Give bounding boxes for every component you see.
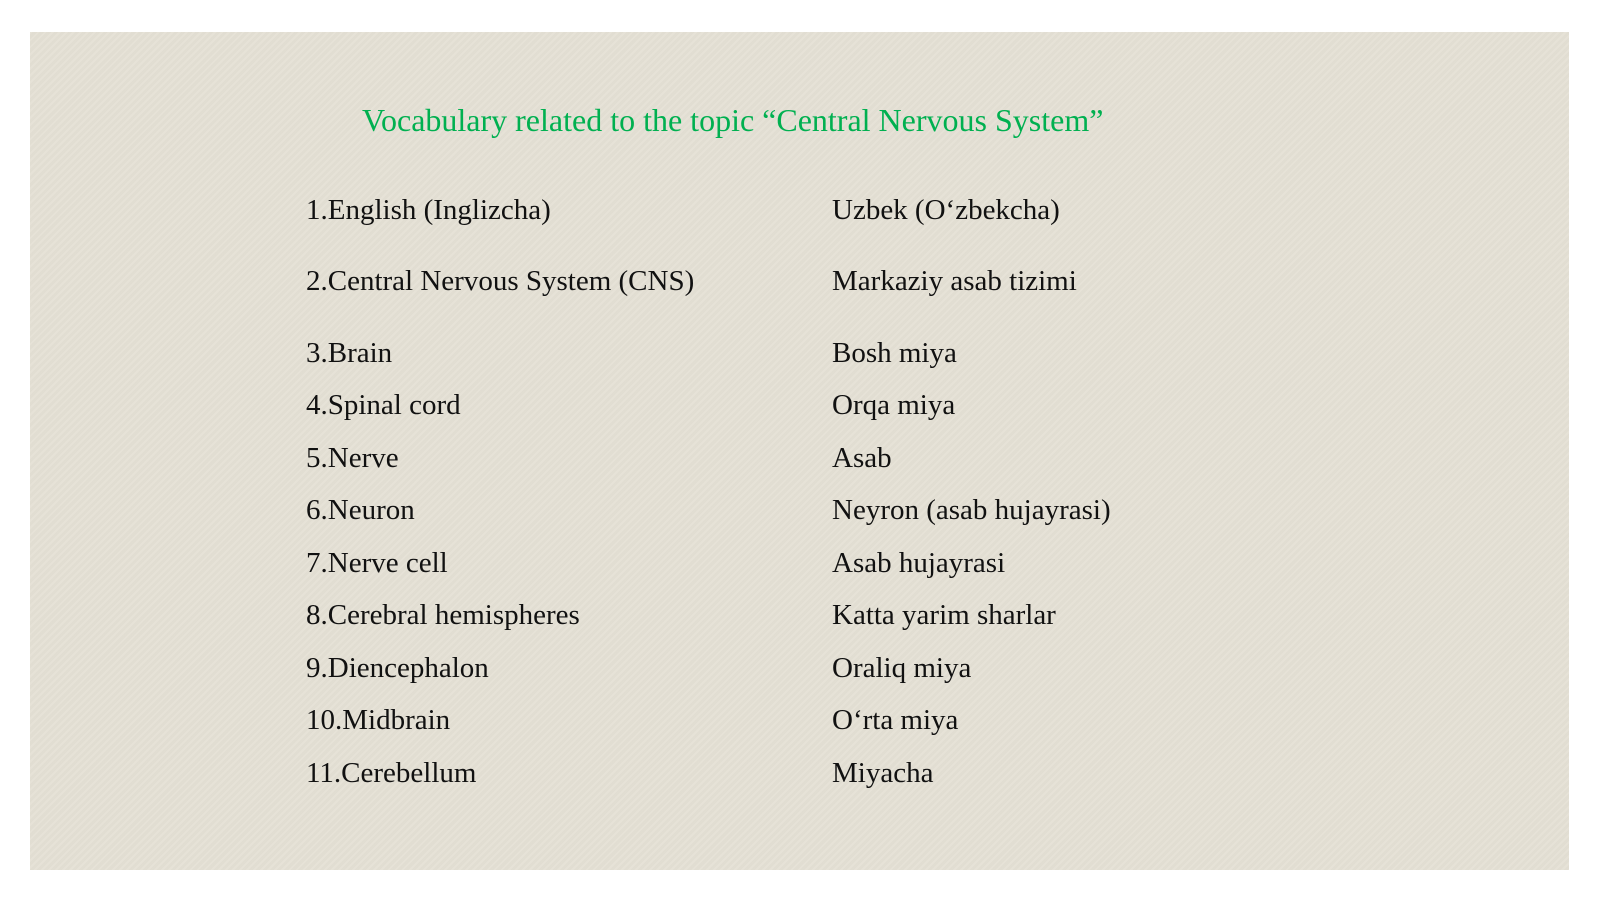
vocab-uzbek-term: Bosh miya — [832, 337, 957, 369]
vocab-english-term: 8.Cerebral hemispheres — [306, 599, 580, 631]
vocab-uzbek-term: Oraliq miya — [832, 652, 972, 684]
vocab-english-header: 1.English (Inglizcha) — [306, 194, 551, 226]
vocab-uzbek-term: Asab — [832, 442, 892, 474]
slide-title: Vocabulary related to the topic “Central Nervous System” — [362, 102, 1104, 138]
vocab-english-term: 5.Nerve — [306, 442, 399, 474]
vocab-english-term: 3.Brain — [306, 337, 393, 369]
vocab-english-term: 7.Nerve cell — [306, 547, 448, 579]
vocab-english-term: 11.Cerebellum — [306, 757, 477, 789]
vocab-uzbek-term: O‘rta miya — [832, 704, 959, 736]
vocab-uzbek-term: Miyacha — [832, 757, 934, 789]
vocab-uzbek-header: Uzbek (O‘zbekcha) — [832, 194, 1060, 226]
vocab-english-term: 9.Diencephalon — [306, 652, 489, 684]
vocab-uzbek-term: Katta yarim sharlar — [832, 599, 1056, 631]
vocab-english-term: 10.Midbrain — [306, 704, 451, 736]
vocab-uzbek-term: Markaziy asab tizimi — [832, 265, 1077, 297]
vocab-english-term: 2.Central Nervous System (CNS) — [306, 265, 695, 297]
vocab-english-term: 4.Spinal cord — [306, 389, 461, 421]
vocab-uzbek-term: Neyron (asab hujayrasi) — [832, 494, 1111, 526]
slide — [30, 32, 1569, 870]
vocab-uzbek-term: Orqa miya — [832, 389, 956, 421]
vocab-uzbek-term: Asab hujayrasi — [832, 547, 1006, 579]
vocab-english-term: 6.Neuron — [306, 494, 415, 526]
